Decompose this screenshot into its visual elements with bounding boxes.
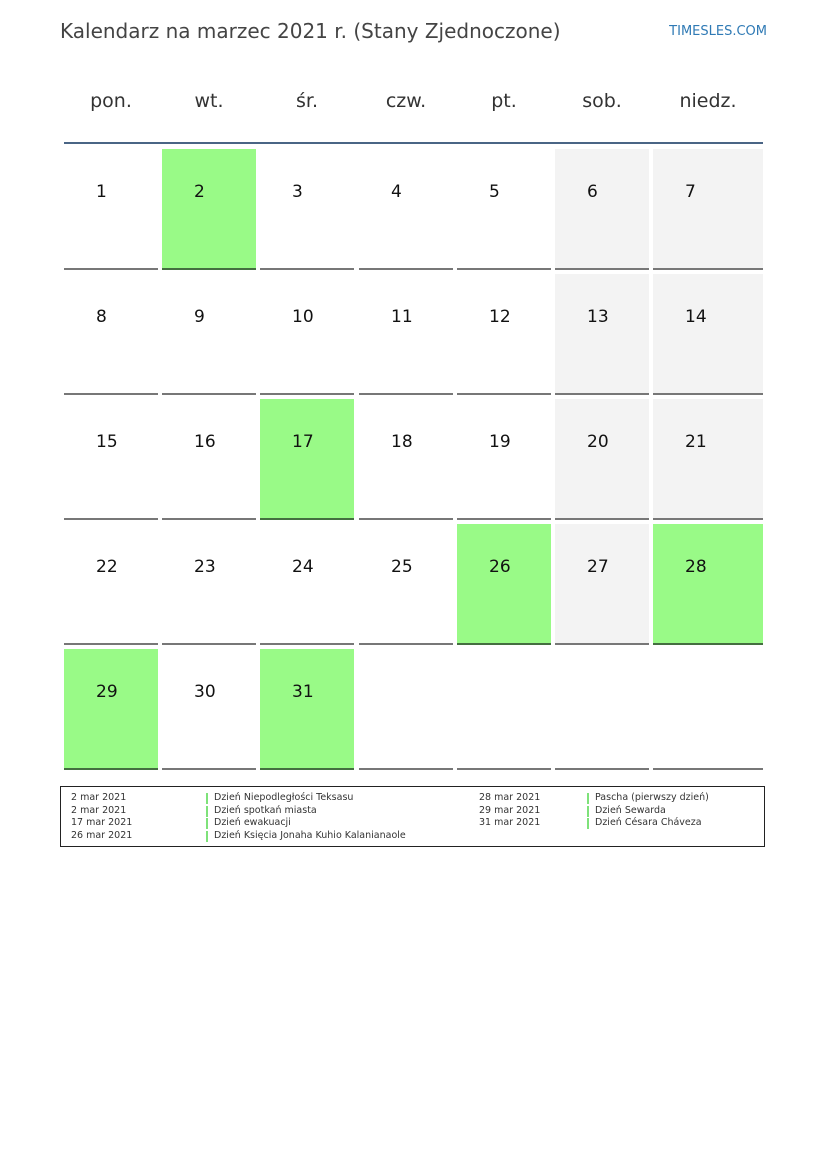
- day-number: 18: [391, 432, 413, 452]
- day-cell-24: [260, 524, 354, 645]
- legend-date: 31 mar 2021: [479, 817, 541, 829]
- day-number: 19: [489, 432, 511, 452]
- day-cell-6: [555, 149, 649, 270]
- day-number: 16: [194, 432, 216, 452]
- day-cell-3: [260, 149, 354, 270]
- day-number: 3: [292, 182, 303, 202]
- legend-holiday-name: Dzień Niepodległości Teksasu: [214, 792, 354, 803]
- day-cell-1: [64, 149, 158, 270]
- day-number: 11: [391, 307, 413, 327]
- legend-item: [61, 805, 764, 817]
- weekday-label: niedz.: [679, 90, 737, 112]
- day-cell-8: [64, 274, 158, 395]
- day-cell-5: [457, 149, 551, 270]
- legend-date: 2 mar 2021: [71, 792, 127, 803]
- day-cell-4: [359, 149, 453, 270]
- weekday-label: czw.: [385, 90, 427, 112]
- day-cell-21: [653, 399, 763, 520]
- day-cell-28: [653, 524, 763, 645]
- empty-day-cell: [653, 649, 763, 770]
- day-cell-11: [359, 274, 453, 395]
- day-cell-16: [162, 399, 256, 520]
- day-number: 4: [391, 182, 402, 202]
- legend-holiday-name: Dzień Sewarda: [595, 804, 666, 816]
- day-number: 9: [194, 307, 205, 327]
- day-number: 29: [96, 682, 118, 702]
- day-number: 31: [292, 682, 314, 702]
- day-number: 23: [194, 557, 216, 577]
- legend-date: 26 mar 2021: [71, 829, 133, 841]
- day-number: 28: [685, 557, 707, 577]
- day-cell-9: [162, 274, 256, 395]
- day-number: 14: [685, 307, 707, 327]
- weekday-label: wt.: [194, 90, 224, 112]
- day-cell-12: [457, 274, 551, 395]
- day-number: 2: [194, 182, 205, 202]
- day-cell-13: [555, 274, 649, 395]
- legend-date: 17 mar 2021: [71, 817, 133, 829]
- empty-day-cell: [555, 649, 649, 770]
- day-number: 10: [292, 307, 314, 327]
- day-number: 21: [685, 432, 707, 452]
- day-cell-14: [653, 274, 763, 395]
- day-number: 20: [587, 432, 609, 452]
- day-number: 26: [489, 557, 511, 577]
- day-number: 12: [489, 307, 511, 327]
- weekday-label: pt.: [491, 90, 517, 112]
- legend-date: 29 mar 2021: [479, 804, 541, 816]
- legend-color-marker: [206, 831, 208, 842]
- day-cell-27: [555, 524, 649, 645]
- day-cell-17: [260, 399, 354, 520]
- day-number: 25: [391, 557, 413, 577]
- day-cell-10: [260, 274, 354, 395]
- legend-item: [61, 817, 764, 829]
- day-number: 8: [96, 307, 107, 327]
- weekday-label: pon.: [90, 90, 132, 112]
- legend-holiday-name: Dzień spotkań miasta: [214, 804, 317, 816]
- empty-day-cell: [359, 649, 453, 770]
- day-cell-19: [457, 399, 551, 520]
- day-number: 15: [96, 432, 118, 452]
- legend-date: 28 mar 2021: [479, 792, 541, 803]
- empty-day-cell: [457, 649, 551, 770]
- legend-holiday-name: Dzień Księcia Jonaha Kuhio Kalanianaole: [214, 829, 406, 841]
- legend-color-marker: [587, 793, 589, 804]
- day-cell-23: [162, 524, 256, 645]
- day-cell-18: [359, 399, 453, 520]
- legend-holiday-name: Dzień ewakuacji: [214, 817, 291, 829]
- legend-color-marker: [587, 818, 589, 829]
- legend-date: 2 mar 2021: [71, 804, 127, 816]
- day-cell-31: [260, 649, 354, 770]
- legend-holiday-name: Dzień Césara Cháveza: [595, 817, 702, 829]
- day-number: 1: [96, 182, 107, 202]
- legend-holiday-name: Pascha (pierwszy dzień): [595, 792, 709, 803]
- day-number: 22: [96, 557, 118, 577]
- day-cell-20: [555, 399, 649, 520]
- brand-link[interactable]: TIMESLES.COM: [669, 24, 767, 39]
- day-cell-29: [64, 649, 158, 770]
- day-cell-7: [653, 149, 763, 270]
- legend-item: [61, 830, 764, 842]
- day-number: 13: [587, 307, 609, 327]
- weekday-label: sob.: [582, 90, 622, 112]
- day-cell-22: [64, 524, 158, 645]
- day-number: 24: [292, 557, 314, 577]
- holiday-legend: [60, 786, 765, 847]
- day-number: 30: [194, 682, 216, 702]
- day-cell-30: [162, 649, 256, 770]
- page-title: Kalendarz na marzec 2021 r. (Stany Zjednoczone): [60, 19, 561, 43]
- day-number: 5: [489, 182, 500, 202]
- day-number: 27: [587, 557, 609, 577]
- day-number: 17: [292, 432, 314, 452]
- day-number: 7: [685, 182, 696, 202]
- legend-item: [61, 792, 764, 804]
- legend-color-marker: [587, 806, 589, 817]
- weekday-label: śr.: [295, 90, 318, 112]
- day-cell-26: [457, 524, 551, 645]
- day-cell-25: [359, 524, 453, 645]
- day-cell-2: [162, 149, 256, 270]
- day-cell-15: [64, 399, 158, 520]
- day-number: 6: [587, 182, 598, 202]
